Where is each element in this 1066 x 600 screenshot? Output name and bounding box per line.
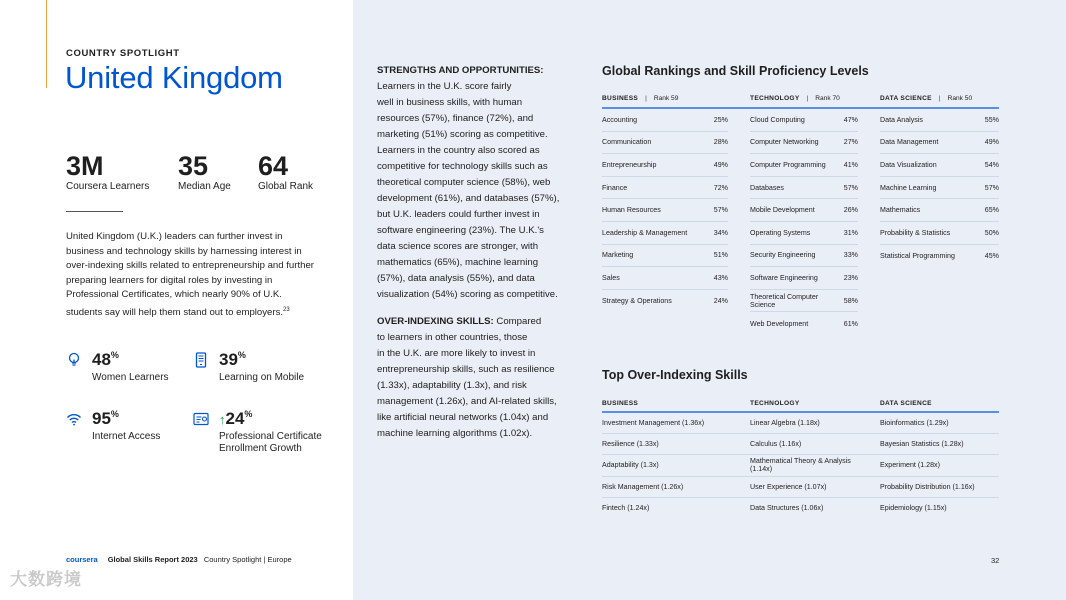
overindexing-heading: OVER-INDEXING SKILLS:	[377, 316, 494, 327]
skill-percent: 54%	[984, 160, 999, 169]
table-row	[880, 109, 999, 132]
mini-stat-label: Internet Access	[92, 431, 161, 442]
table-row	[602, 290, 728, 313]
table-row	[602, 498, 750, 519]
mini-stat-value: ↑24%	[219, 409, 253, 428]
table-row	[750, 132, 858, 155]
stat-learners	[66, 152, 149, 192]
column-name: TECHNOLOGY	[750, 95, 800, 102]
watermark: 大数跨境	[10, 570, 82, 589]
overindexing-line: entrepreneurship skills, such as resilience	[377, 364, 555, 375]
skill-name: Sales	[602, 273, 620, 282]
skill-name: Probability Distribution (1.16x)	[880, 482, 975, 491]
stat-label: Median Age	[178, 181, 231, 192]
skill-percent: 23%	[843, 273, 858, 282]
skill-name: Cloud Computing	[750, 115, 805, 124]
overindexing-line: (1.33x), adaptability (1.3x), and risk	[377, 380, 527, 391]
table-row	[880, 434, 999, 455]
skill-percent: 41%	[843, 160, 858, 169]
lightbulb-icon	[66, 352, 82, 368]
skill-name: Experiment (1.28x)	[880, 461, 940, 470]
column-rank: Rank 50	[947, 95, 973, 102]
header-rule	[602, 411, 999, 413]
table-row	[602, 109, 728, 132]
skill-name: Resilience (1.33x)	[602, 440, 659, 449]
table-row	[602, 199, 728, 222]
table-row	[880, 477, 999, 498]
table-row	[750, 154, 858, 177]
overindexing-line: Compared	[493, 316, 542, 327]
skill-name: Adaptability (1.3x)	[602, 461, 659, 470]
strengths-line: resources (57%), finance (72%), and	[377, 113, 534, 124]
skill-name: Epidemiology (1.15x)	[880, 504, 947, 513]
skill-percent: 33%	[843, 251, 858, 260]
stat-median-age	[178, 152, 231, 192]
table-row	[750, 177, 858, 200]
strengths-line: data science scores are stronger, with	[377, 241, 539, 252]
skill-name: Bioinformatics (1.29x)	[880, 419, 949, 428]
table-row	[880, 413, 999, 434]
skill-name: Calculus (1.16x)	[750, 440, 802, 449]
skill-name: Finance	[602, 183, 628, 192]
table-row	[602, 434, 750, 455]
overindexing-line: machine learning algorithms (1.02x).	[377, 428, 533, 439]
skill-percent: 57%	[984, 183, 999, 192]
mini-stat-label: Professional Certificate Enrollment Growth	[219, 431, 322, 454]
rankings-title: Global Rankings and Skill Proficiency Levels	[602, 64, 869, 78]
separator: |	[806, 95, 809, 102]
skill-percent: 51%	[713, 251, 728, 260]
skill-name: Data Management	[880, 138, 939, 147]
table-row	[880, 132, 999, 155]
separator: |	[938, 95, 941, 102]
footer-report: Global Skills Report 2023	[107, 555, 198, 564]
skill-percent: 26%	[843, 206, 858, 215]
strengths-line: Learners in the country also scored as	[377, 145, 540, 156]
skill-name: Marketing	[602, 251, 634, 260]
intro-text: United Kingdom (U.K.) leaders can further invest in business and technology skills by harnessing interest in over-indexing skills related to entrepreneurship and further preparing learners for digital roles by investing in Professional Certificates, which nearly 90% of U.K. students say will help them stand out to employers.	[66, 231, 314, 319]
skill-name: Mathematical Theory & Analysis (1.14x)	[750, 457, 851, 474]
strengths-line: software engineering (23%). The U.K.'s	[377, 225, 544, 236]
footer-section: Country Spotlight | Europe	[203, 555, 292, 564]
mini-stat-value: 95%	[92, 409, 119, 428]
overindexing-column-header: TECHNOLOGY	[750, 399, 880, 413]
skill-name: Entrepreneurship	[602, 160, 657, 169]
skill-name: Risk Management (1.26x)	[602, 482, 684, 491]
table-row	[750, 245, 858, 268]
strengths-line: Learners in the U.K. score fairly	[377, 81, 512, 92]
footnote-ref: 23	[283, 306, 290, 313]
skill-name: Data Visualization	[880, 160, 937, 169]
skill-name: Data Structures (1.06x)	[750, 504, 824, 513]
skill-percent: 58%	[843, 296, 858, 305]
table-row	[750, 222, 858, 245]
table-row	[750, 199, 858, 222]
strengths-line: development (61%), and databases (57%),	[377, 193, 560, 204]
certificate-icon	[193, 411, 209, 427]
skill-percent: 55%	[984, 115, 999, 124]
wifi-icon	[66, 411, 82, 427]
table-row	[750, 413, 880, 434]
table-row	[880, 199, 999, 222]
skill-name: Statistical Programming	[880, 251, 955, 260]
skill-percent: 25%	[713, 115, 728, 124]
table-row	[750, 477, 880, 498]
strengths-line: but U.K. leaders could further invest in	[377, 209, 540, 220]
skill-percent: 31%	[843, 228, 858, 237]
table-row	[750, 290, 858, 313]
overindexing-paragraph	[377, 314, 573, 442]
rankings-column	[750, 92, 858, 335]
mini-stat-value: 48%	[92, 350, 119, 369]
skill-percent: 57%	[713, 206, 728, 215]
footer	[66, 555, 292, 564]
skill-name: Linear Algebra (1.18x)	[750, 419, 820, 428]
skill-name: Strategy & Operations	[602, 297, 672, 306]
skill-name: Bayesian Statistics (1.28x)	[880, 440, 964, 449]
skill-percent: 45%	[984, 251, 999, 260]
header-rule	[602, 107, 999, 109]
stat-global-rank	[258, 152, 313, 192]
skill-percent: 49%	[984, 138, 999, 147]
overindexing-line: like artificial neural networks (1.04x) and	[377, 412, 549, 423]
coursera-logo: coursera	[66, 555, 98, 564]
skill-percent: 50%	[984, 228, 999, 237]
column-rank: Rank 59	[653, 95, 679, 102]
skill-name: Mobile Development	[750, 206, 815, 215]
skill-name: Databases	[750, 183, 784, 192]
column-name: BUSINESS	[602, 95, 639, 102]
strengths-heading: STRENGTHS AND OPPORTUNITIES:	[377, 65, 544, 76]
table-row	[602, 132, 728, 155]
table-row	[880, 222, 999, 245]
skill-name: Fintech (1.24x)	[602, 504, 650, 513]
separator: |	[645, 95, 647, 102]
table-row	[602, 154, 728, 177]
table-row	[750, 267, 858, 290]
table-row	[750, 109, 858, 132]
overindexing-column	[602, 399, 750, 519]
table-row	[750, 455, 880, 476]
table-row	[880, 498, 999, 519]
strengths-line: mathematics (65%), machine learning	[377, 257, 539, 268]
table-row	[602, 455, 750, 476]
table-row	[750, 312, 858, 335]
mini-stat-internet	[66, 409, 186, 449]
strengths-line: marketing (51%) scoring as competitive.	[377, 129, 548, 140]
rankings-column	[880, 92, 999, 267]
table-row	[880, 177, 999, 200]
strengths-line: (57%), data analysis (55%), and data	[377, 273, 535, 284]
overindexing-column	[750, 399, 880, 519]
overindexing-column-header: DATA SCIENCE	[880, 399, 999, 413]
table-row	[750, 434, 880, 455]
page-number: 32	[991, 556, 1000, 565]
skill-percent: 72%	[713, 183, 728, 192]
skill-percent: 27%	[843, 138, 858, 147]
table-row	[602, 177, 728, 200]
accent-divider	[46, 0, 47, 88]
table-row	[880, 455, 999, 476]
skill-name: Communication	[602, 138, 652, 147]
skill-name: Human Resources	[602, 206, 661, 215]
section-label: COUNTRY SPOTLIGHT	[66, 48, 180, 59]
mini-stat-certificate	[193, 409, 343, 455]
skill-name: Theoretical Computer Science	[750, 292, 819, 309]
overindexing-title: Top Over-Indexing Skills	[602, 368, 748, 382]
stat-label: Global Rank	[258, 181, 314, 192]
skill-name: Web Development	[750, 319, 809, 328]
table-row	[602, 477, 750, 498]
rankings-column	[602, 92, 728, 312]
mini-stat-women	[66, 350, 186, 390]
page-title: United Kingdom	[65, 60, 283, 95]
stat-label: Coursera Learners	[66, 181, 150, 192]
stat-value: 3M	[66, 151, 104, 181]
skill-name: Computer Networking	[750, 138, 819, 147]
skill-percent: 61%	[843, 319, 858, 328]
table-row	[602, 413, 750, 434]
overindexing-line: management (1.26x), and AI-related skills,	[377, 396, 557, 407]
overindexing-column	[880, 399, 999, 519]
skill-name: Data Analysis	[880, 115, 923, 124]
skill-name: Security Engineering	[750, 251, 816, 260]
skill-percent: 28%	[713, 138, 728, 147]
skill-name: Computer Programming	[750, 160, 826, 169]
strengths-line: competitive for technology skills such as	[377, 161, 548, 172]
skill-name: Operating Systems	[750, 228, 811, 237]
up-arrow-icon: ↑	[219, 412, 226, 427]
overindexing-line: to learners in other countries, those	[377, 332, 528, 343]
skill-name: Investment Management (1.36x)	[602, 419, 705, 428]
divider	[66, 211, 123, 212]
strengths-line: theoretical computer science (58%), web	[377, 177, 551, 188]
mini-stat-label: Women Learners	[92, 372, 169, 383]
strengths-line: well in business skills, with human	[377, 97, 523, 108]
skill-percent: 34%	[713, 228, 728, 237]
skill-name: Mathematics	[880, 206, 921, 215]
column-name: DATA SCIENCE	[880, 95, 932, 102]
mini-stat-label: Learning on Mobile	[219, 372, 305, 383]
skill-name: Leadership & Management	[602, 228, 688, 237]
skill-name: Machine Learning	[880, 183, 937, 192]
table-row	[602, 222, 728, 245]
table-row	[880, 154, 999, 177]
skill-name: Software Engineering	[750, 273, 818, 282]
mini-stat-mobile	[193, 350, 333, 390]
skill-name: User Experience (1.07x)	[750, 482, 827, 491]
skill-percent: 49%	[713, 160, 728, 169]
table-row	[880, 245, 999, 268]
intro-paragraph	[66, 230, 316, 321]
stat-value: 64	[258, 151, 289, 181]
stat-value: 35	[178, 151, 209, 181]
strengths-line: visualization (54%) scoring as competitive.	[377, 289, 558, 300]
skill-percent: 65%	[984, 206, 999, 215]
skill-percent: 43%	[713, 273, 728, 282]
table-row	[602, 245, 728, 268]
skill-name: Accounting	[602, 115, 638, 124]
skill-percent: 47%	[843, 115, 858, 124]
overindexing-line: in the U.K. are more likely to invest in	[377, 348, 536, 359]
skill-percent: 57%	[843, 183, 858, 192]
skill-name: Probability & Statistics	[880, 228, 951, 237]
mobile-phone-icon	[193, 352, 209, 368]
table-row	[750, 498, 880, 519]
mini-stat-value: 39%	[219, 350, 246, 369]
skill-percent: 24%	[713, 297, 728, 306]
column-rank: Rank 70	[815, 95, 840, 102]
table-row	[602, 267, 728, 290]
overindexing-column-header: BUSINESS	[602, 399, 750, 413]
strengths-paragraph	[377, 63, 573, 303]
